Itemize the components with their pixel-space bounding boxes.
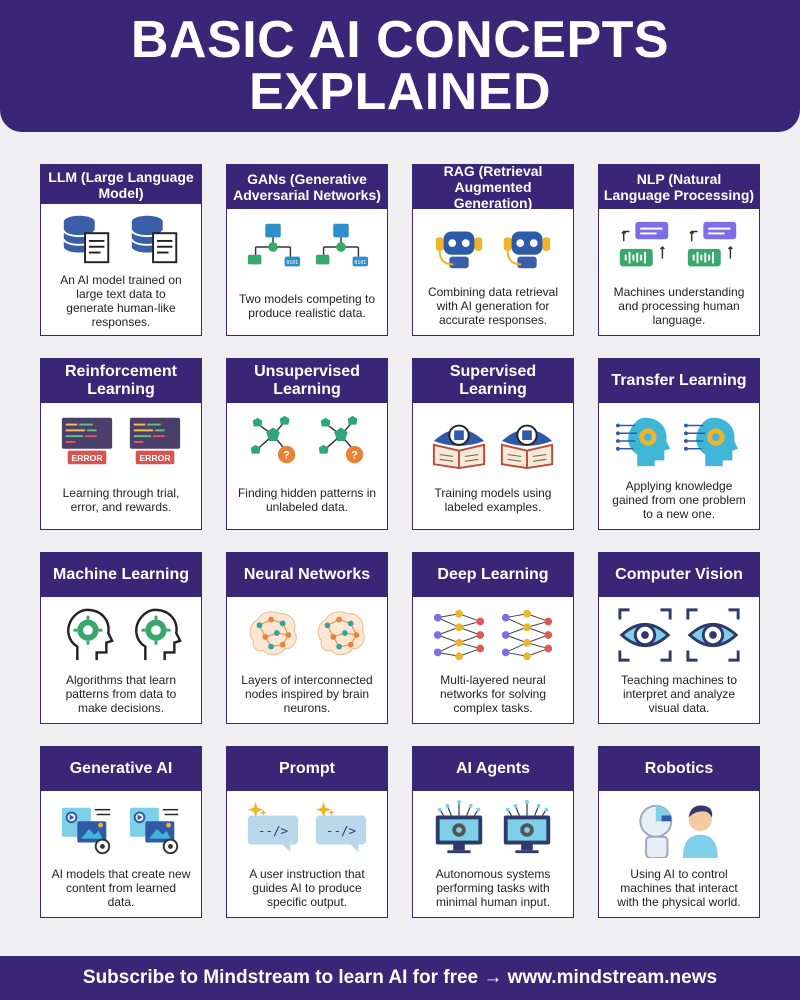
concept-card <box>40 746 202 918</box>
concept-card <box>226 552 388 724</box>
head-outline-gear-icon <box>126 606 184 669</box>
concept-card <box>40 358 202 530</box>
card-title: Reinforcement Learning <box>41 359 201 403</box>
card-title: Unsupervised Learning <box>227 359 387 403</box>
cluster-question-icon <box>312 412 370 475</box>
card-description: A user instruction that guides AI to produce specific output. <box>249 867 365 909</box>
card-description: Two models competing to produce realistic data. <box>238 292 376 320</box>
svg-text:?: ? <box>351 448 358 461</box>
card-illustration <box>41 210 201 273</box>
chat-voice-icon <box>684 218 742 281</box>
card-illustration <box>41 409 201 477</box>
concept-grid <box>40 164 760 918</box>
card-description: Machines understanding and processing human language. <box>613 285 745 327</box>
robot-headset-icon <box>498 218 556 281</box>
code-bubble-icon <box>244 800 302 863</box>
code-bubble-icon <box>312 800 370 863</box>
layered-network-icon <box>430 606 488 669</box>
header-banner <box>0 0 800 132</box>
card-description: Finding hidden patterns in unlabeled data. <box>237 486 377 514</box>
card-illustration <box>599 409 759 477</box>
card-title: NLP (Natural Language Processing) <box>599 165 759 209</box>
card-illustration <box>227 215 387 283</box>
card-description: Teaching machines to interpret and analyze visual data. <box>620 673 738 715</box>
card-title: Computer Vision <box>599 553 759 597</box>
concept-card <box>598 358 760 530</box>
card-illustration <box>413 603 573 671</box>
card-illustration <box>41 797 201 865</box>
svg-text:?: ? <box>283 448 290 461</box>
head-gear-icon <box>684 412 742 475</box>
concept-card <box>412 164 574 336</box>
svg-text:ERROR: ERROR <box>71 452 103 463</box>
card-title: Deep Learning <box>413 553 573 597</box>
media-gear-icon <box>126 800 184 863</box>
svg-text:--/>: --/> <box>325 822 357 838</box>
card-title: Generative AI <box>41 747 201 791</box>
concept-card <box>226 746 388 918</box>
concept-card <box>40 164 202 336</box>
card-illustration <box>599 215 759 283</box>
card-illustration <box>413 797 573 865</box>
card-description: Using AI to control machines that interact with the physical world. <box>617 867 741 909</box>
concept-card <box>598 552 760 724</box>
code-error-icon <box>126 412 184 475</box>
card-title: Neural Networks <box>227 553 387 597</box>
card-title: Prompt <box>227 747 387 791</box>
concept-card <box>226 164 388 336</box>
footer-text[interactable]: Subscribe to Mindstream to learn AI for free → www.mindstream.news <box>82 967 718 988</box>
card-title: Robotics <box>599 747 759 791</box>
network-flow-icon <box>244 218 302 281</box>
card-illustration <box>227 603 387 671</box>
card-description: Learning through trial, error, and rewards. <box>62 486 180 514</box>
svg-text:0101: 0101 <box>286 260 299 266</box>
card-title: Transfer Learning <box>599 359 759 403</box>
concept-card <box>412 552 574 724</box>
head-gear-icon <box>616 412 674 475</box>
card-illustration <box>599 797 759 865</box>
card-title: RAG (Retrieval Augmented Generation) <box>413 165 573 209</box>
card-illustration <box>599 603 759 671</box>
card-illustration <box>227 409 387 477</box>
card-title: LLM (Large Language Model) <box>41 165 201 204</box>
card-description: Autonomous systems performing tasks with minimal human input. <box>435 867 551 909</box>
monitor-gear-icon <box>498 800 556 863</box>
network-flow-icon <box>312 218 370 281</box>
card-illustration <box>227 797 387 865</box>
brain-network-icon <box>312 606 370 669</box>
media-gear-icon <box>58 800 116 863</box>
concept-card <box>226 358 388 530</box>
card-description: Training models using labeled examples. <box>434 486 552 514</box>
card-description: AI models that create new content from learned data. <box>51 867 191 909</box>
footer-banner[interactable] <box>0 956 800 1000</box>
concept-card <box>40 552 202 724</box>
eye-scan-icon <box>616 606 674 669</box>
robot-headset-icon <box>430 218 488 281</box>
page-title: BASIC AI CONCEPTS EXPLAINED <box>130 11 670 121</box>
card-title: Machine Learning <box>41 553 201 597</box>
cluster-question-icon <box>244 412 302 475</box>
card-illustration <box>413 409 573 477</box>
eye-scan-icon <box>684 606 742 669</box>
card-description: Applying knowledge gained from one problem to a new one. <box>612 479 746 521</box>
chat-voice-icon <box>616 218 674 281</box>
concept-card <box>412 746 574 918</box>
database-document-icon <box>58 210 116 273</box>
layered-network-icon <box>498 606 556 669</box>
card-illustration <box>41 603 201 671</box>
card-description: An AI model trained on large text data to generate human-like responses. <box>60 273 182 329</box>
code-error-icon <box>58 412 116 475</box>
card-title: GANs (Generative Adversarial Networks) <box>227 165 387 209</box>
card-illustration <box>413 215 573 283</box>
svg-text:ERROR: ERROR <box>139 452 171 463</box>
card-title: Supervised Learning <box>413 359 573 403</box>
brain-network-icon <box>244 606 302 669</box>
card-description: Combining data retrieval with AI generation for accurate responses. <box>427 285 559 327</box>
card-title: AI Agents <box>413 747 573 791</box>
card-description: Layers of interconnected nodes inspired by brain neurons. <box>241 673 373 715</box>
svg-text:0101: 0101 <box>354 260 367 266</box>
database-document-icon <box>126 210 184 273</box>
book-eye-icon <box>498 412 556 475</box>
head-outline-gear-icon <box>58 606 116 669</box>
concept-card <box>598 746 760 918</box>
robot-human-icon <box>624 800 734 863</box>
concept-card <box>598 164 760 336</box>
concept-card <box>412 358 574 530</box>
monitor-gear-icon <box>430 800 488 863</box>
book-eye-icon <box>430 412 488 475</box>
svg-text:--/>: --/> <box>257 822 289 838</box>
card-description: Algorithms that learn patterns from data to make decisions. <box>65 673 177 715</box>
card-description: Multi-layered neural networks for solving complex tasks. <box>439 673 547 715</box>
